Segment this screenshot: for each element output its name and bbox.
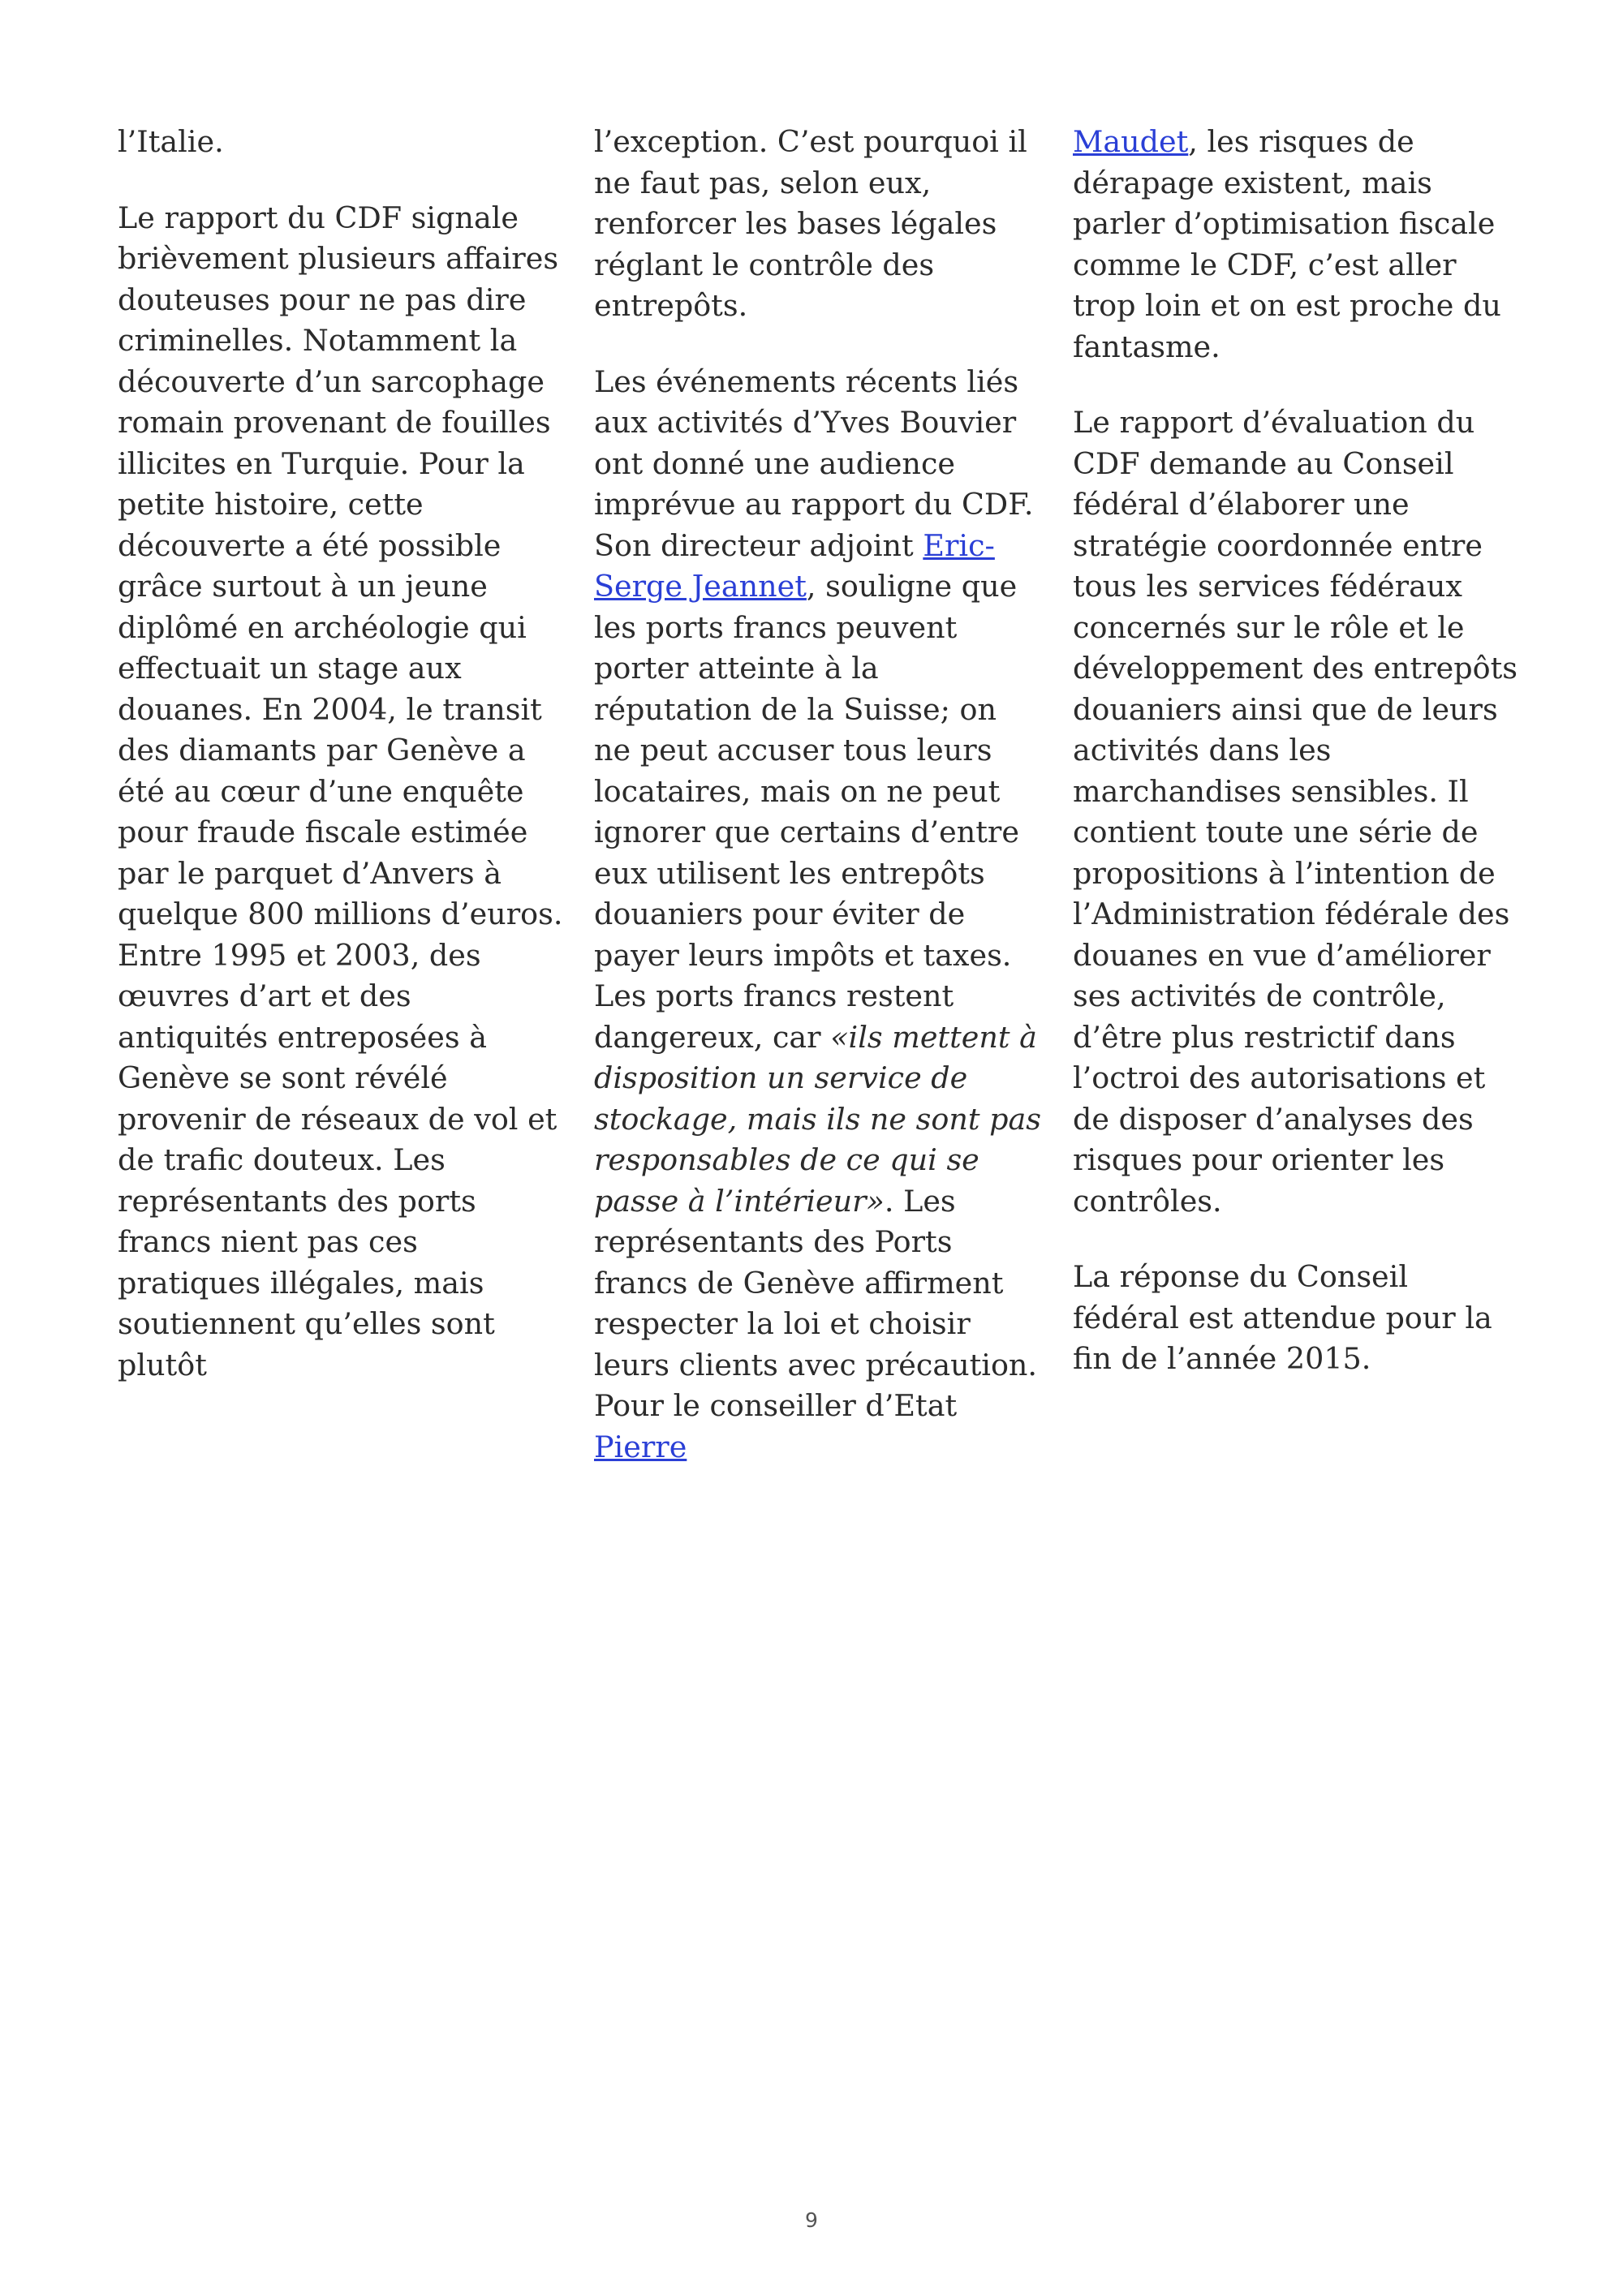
text-column-3 [1073,122,1521,1415]
paragraph [1073,122,1521,368]
hyperlink[interactable]: Maudet [1073,124,1189,159]
paragraph [594,122,1042,327]
paragraph [594,362,1042,1468]
text-run: Le rapport du CDF signale brièvement plusieurs affaires douteuses pour ne pas dire criminelles. Notamment la découverte d’un sarcophage romain provenant de fouilles illicites en Turquie. Pour la petite histoire, cette découverte a été possible grâce surtout à un jeune diplômé en archéologie qui effectuait un stage aux douanes. En 2004, le transit des diamants par Genève a été au cœur d’une enquête pour fraude fiscale estimée par le parquet d’Anvers à quelque 800 millions d’euros. Entre 1995 et 2003, des œuvres d’art et des antiquités entreposées à Genève se sont révélé provenir de réseaux de vol et de trafic douteux. Les représentants des ports francs nient pas ces pratiques illégales, mais soutiennent qu’elles sont plutôt [118,200,563,1382]
paragraph [1073,1257,1521,1380]
page-number: 9 [805,2208,818,2232]
text-run: l’exception. C’est pourquoi il ne faut pas, selon eux, renforcer les bases légales réglant le contrôle des entrepôts. [594,124,1027,323]
quote-text: «ils mettent à disposition un service de stockage, mais ils ne sont pas responsables de ce qui se passe à l’intérieur» [594,1019,1041,1219]
text-column-1 [118,122,566,1421]
text-run: La réponse du Conseil fédéral est attendue pour la fin de l’année 2015. [1073,1259,1492,1376]
text-run: , souligne que les ports francs peuvent porter atteinte à la réputation de la Suisse; on ne peut accuser tous leurs locataires, mais on ne peut ignorer que certains d’entre eux utilisent les entrepôts douaniers pour éviter de payer leurs impôts et taxes. Les ports francs restent dangereux, car [594,569,1019,1055]
paragraph [118,122,566,163]
hyperlink[interactable]: Eric-Serge Jeannet [594,527,995,604]
text-run: Le rapport d’évaluation du CDF demande au Conseil fédéral d’élaborer une stratégie coordonnée entre tous les services fédéraux concernés sur le rôle et le développement des entrepôts douaniers ainsi que de leurs activités dans les marchandises sensibles. Il contient toute une série de propositions à l’intention de l’Administration fédérale des douanes en vue d’améliorer ses activités de contrôle, d’être plus restrictif dans l’octroi des autorisations et de disposer d’analyses des risques pour orienter les contrôles. [1073,405,1518,1219]
text-run: , les risques de dérapage existent, mais parler d’optimisation fiscale comme le CDF, c’est aller trop loin et on est proche du fantasme. [1073,124,1501,364]
paragraph [118,198,566,1387]
paragraph [1073,402,1521,1222]
text-run: . Les représentants des Ports francs de Genève affirment respecter la loi et choisir leurs clients avec précaution. Pour le conseiller d’Etat [594,1183,1038,1423]
text-run: l’Italie. [118,124,224,159]
hyperlink[interactable]: Pierre [594,1429,687,1464]
text-run: Les événements récents liés aux activités d’Yves Bouvier ont donné une audience imprévue au rapport du CDF. Son directeur adjoint [594,363,1034,563]
text-column-2 [594,122,1042,1503]
